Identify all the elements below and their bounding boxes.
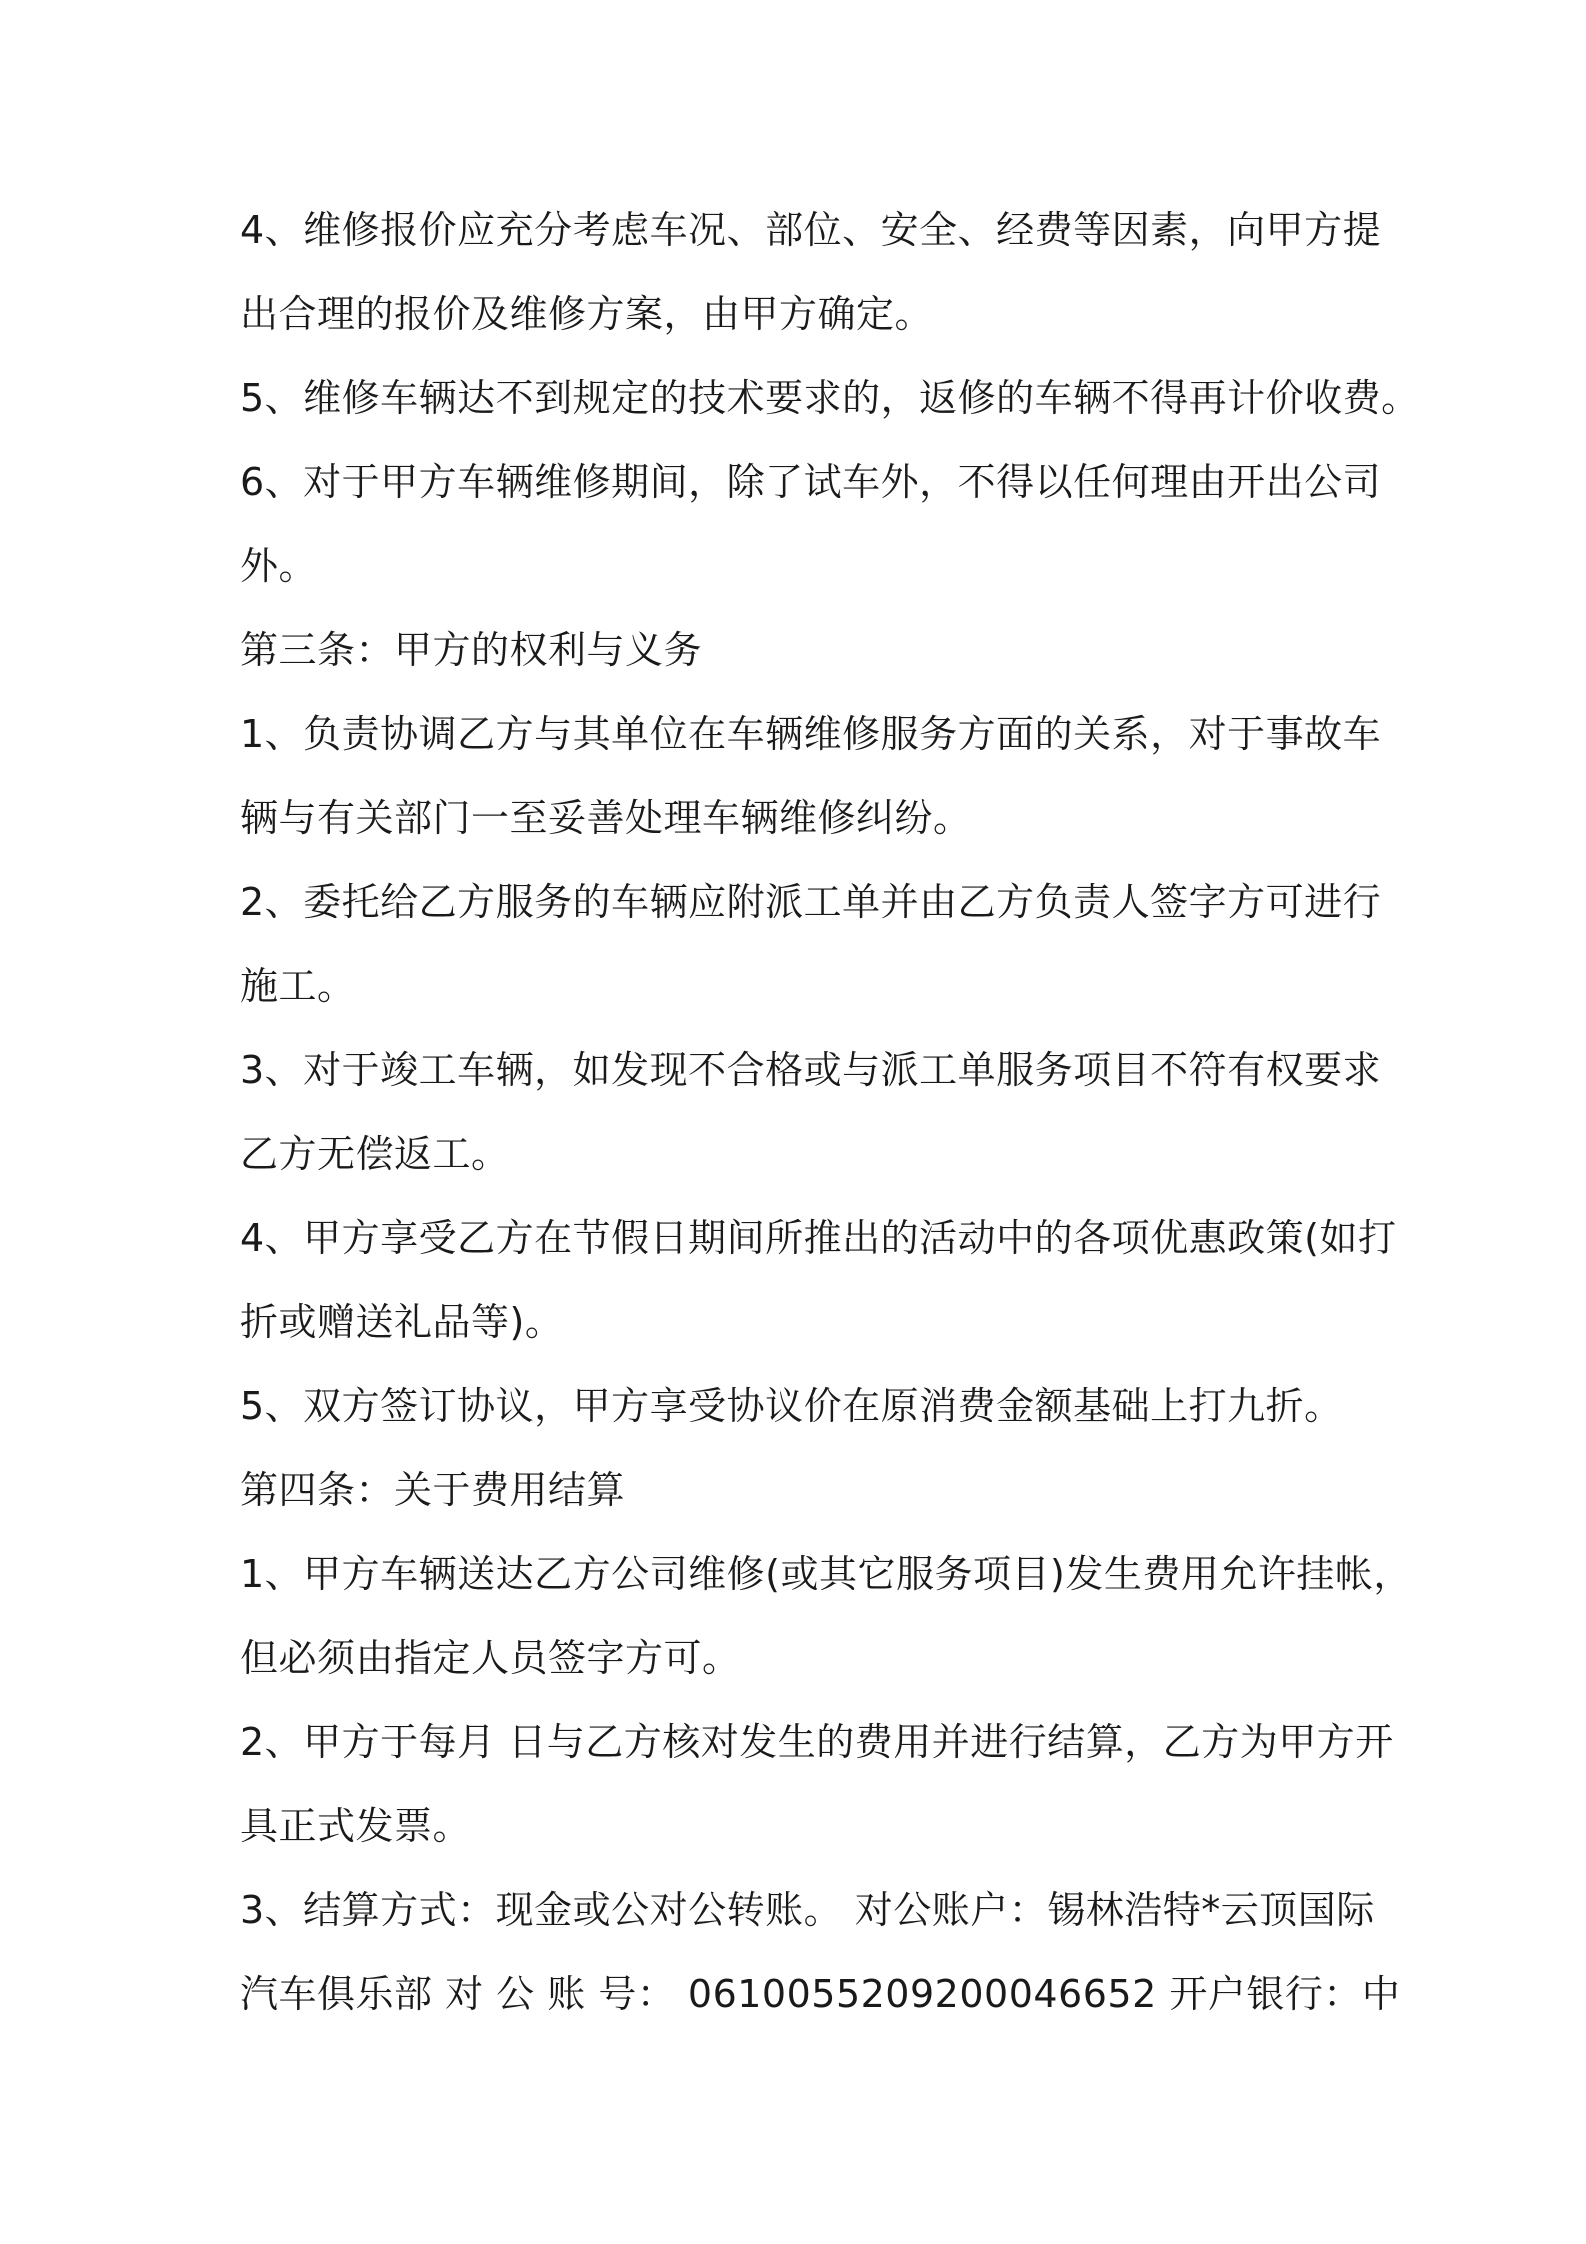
clause-4-item-3-line-1: 3、结算方式：现金或公对公转账。 对公账户：锡林浩特*云顶国际 <box>240 1888 1375 1932</box>
clause-4-heading: 第四条：关于费用结算 <box>240 1468 626 1512</box>
clause-4-item-2-line-1: 2、甲方于每月 日与乙方核对发生的费用并进行结算，乙方为甲方开 <box>240 1720 1394 1764</box>
clause-3-item-2-line-1: 2、委托给乙方服务的车辆应附派工单并由乙方负责人签字方可进行 <box>240 880 1382 924</box>
clause-3-item-3-line-2: 乙方无偿返工。 <box>240 1132 510 1176</box>
clause-2-item-6-line-2: 外。 <box>240 544 318 588</box>
clause-3-item-1-line-1: 1、负责协调乙方与其单位在车辆维修服务方面的关系，对于事故车 <box>240 712 1382 756</box>
clause-3-item-5-line-1: 5、双方签订协议，甲方享受协议价在原消费金额基础上打九折。 <box>240 1384 1343 1428</box>
clause-3-item-2-line-2: 施工。 <box>240 964 356 1008</box>
clause-3-item-3-line-1: 3、对于竣工车辆，如发现不合格或与派工单服务项目不符有权要求 <box>240 1048 1382 1092</box>
clause-2-item-6-line-1: 6、对于甲方车辆维修期间，除了试车外，不得以任何理由开出公司 <box>240 460 1382 504</box>
clause-4-item-1-line-1: 1、甲方车辆送达乙方公司维修(或其它服务项目)发生费用允许挂帐， <box>240 1552 1412 1596</box>
clause-3-item-1-line-2: 辆与有关部门一至妥善处理车辆维修纠纷。 <box>240 796 972 840</box>
clause-3-heading: 第三条：甲方的权利与义务 <box>240 628 703 672</box>
clause-4-item-1-line-2: 但必须由指定人员签字方可。 <box>240 1636 741 1680</box>
clause-2-item-4-line-2: 出合理的报价及维修方案，由甲方确定。 <box>240 292 934 336</box>
clause-4-item-3-line-2: 汽车俱乐部 对 公 账 号： 0610055209200046652 开户银行：中 <box>240 1972 1401 2016</box>
clause-3-item-4-line-2: 折或赠送礼品等)。 <box>240 1300 564 1344</box>
clause-2-item-5-line-1: 5、维修车辆达不到规定的技术要求的，返修的车辆不得再计价收费。 <box>240 376 1420 420</box>
clause-2-item-4-line-1: 4、维修报价应充分考虑车况、部位、安全、经费等因素，向甲方提 <box>240 208 1382 252</box>
clause-4-item-2-line-2: 具正式发票。 <box>240 1804 472 1848</box>
document-page <box>240 188 1420 2036</box>
clause-3-item-4-line-1: 4、甲方享受乙方在节假日期间所推出的活动中的各项优惠政策(如打 <box>240 1216 1397 1260</box>
